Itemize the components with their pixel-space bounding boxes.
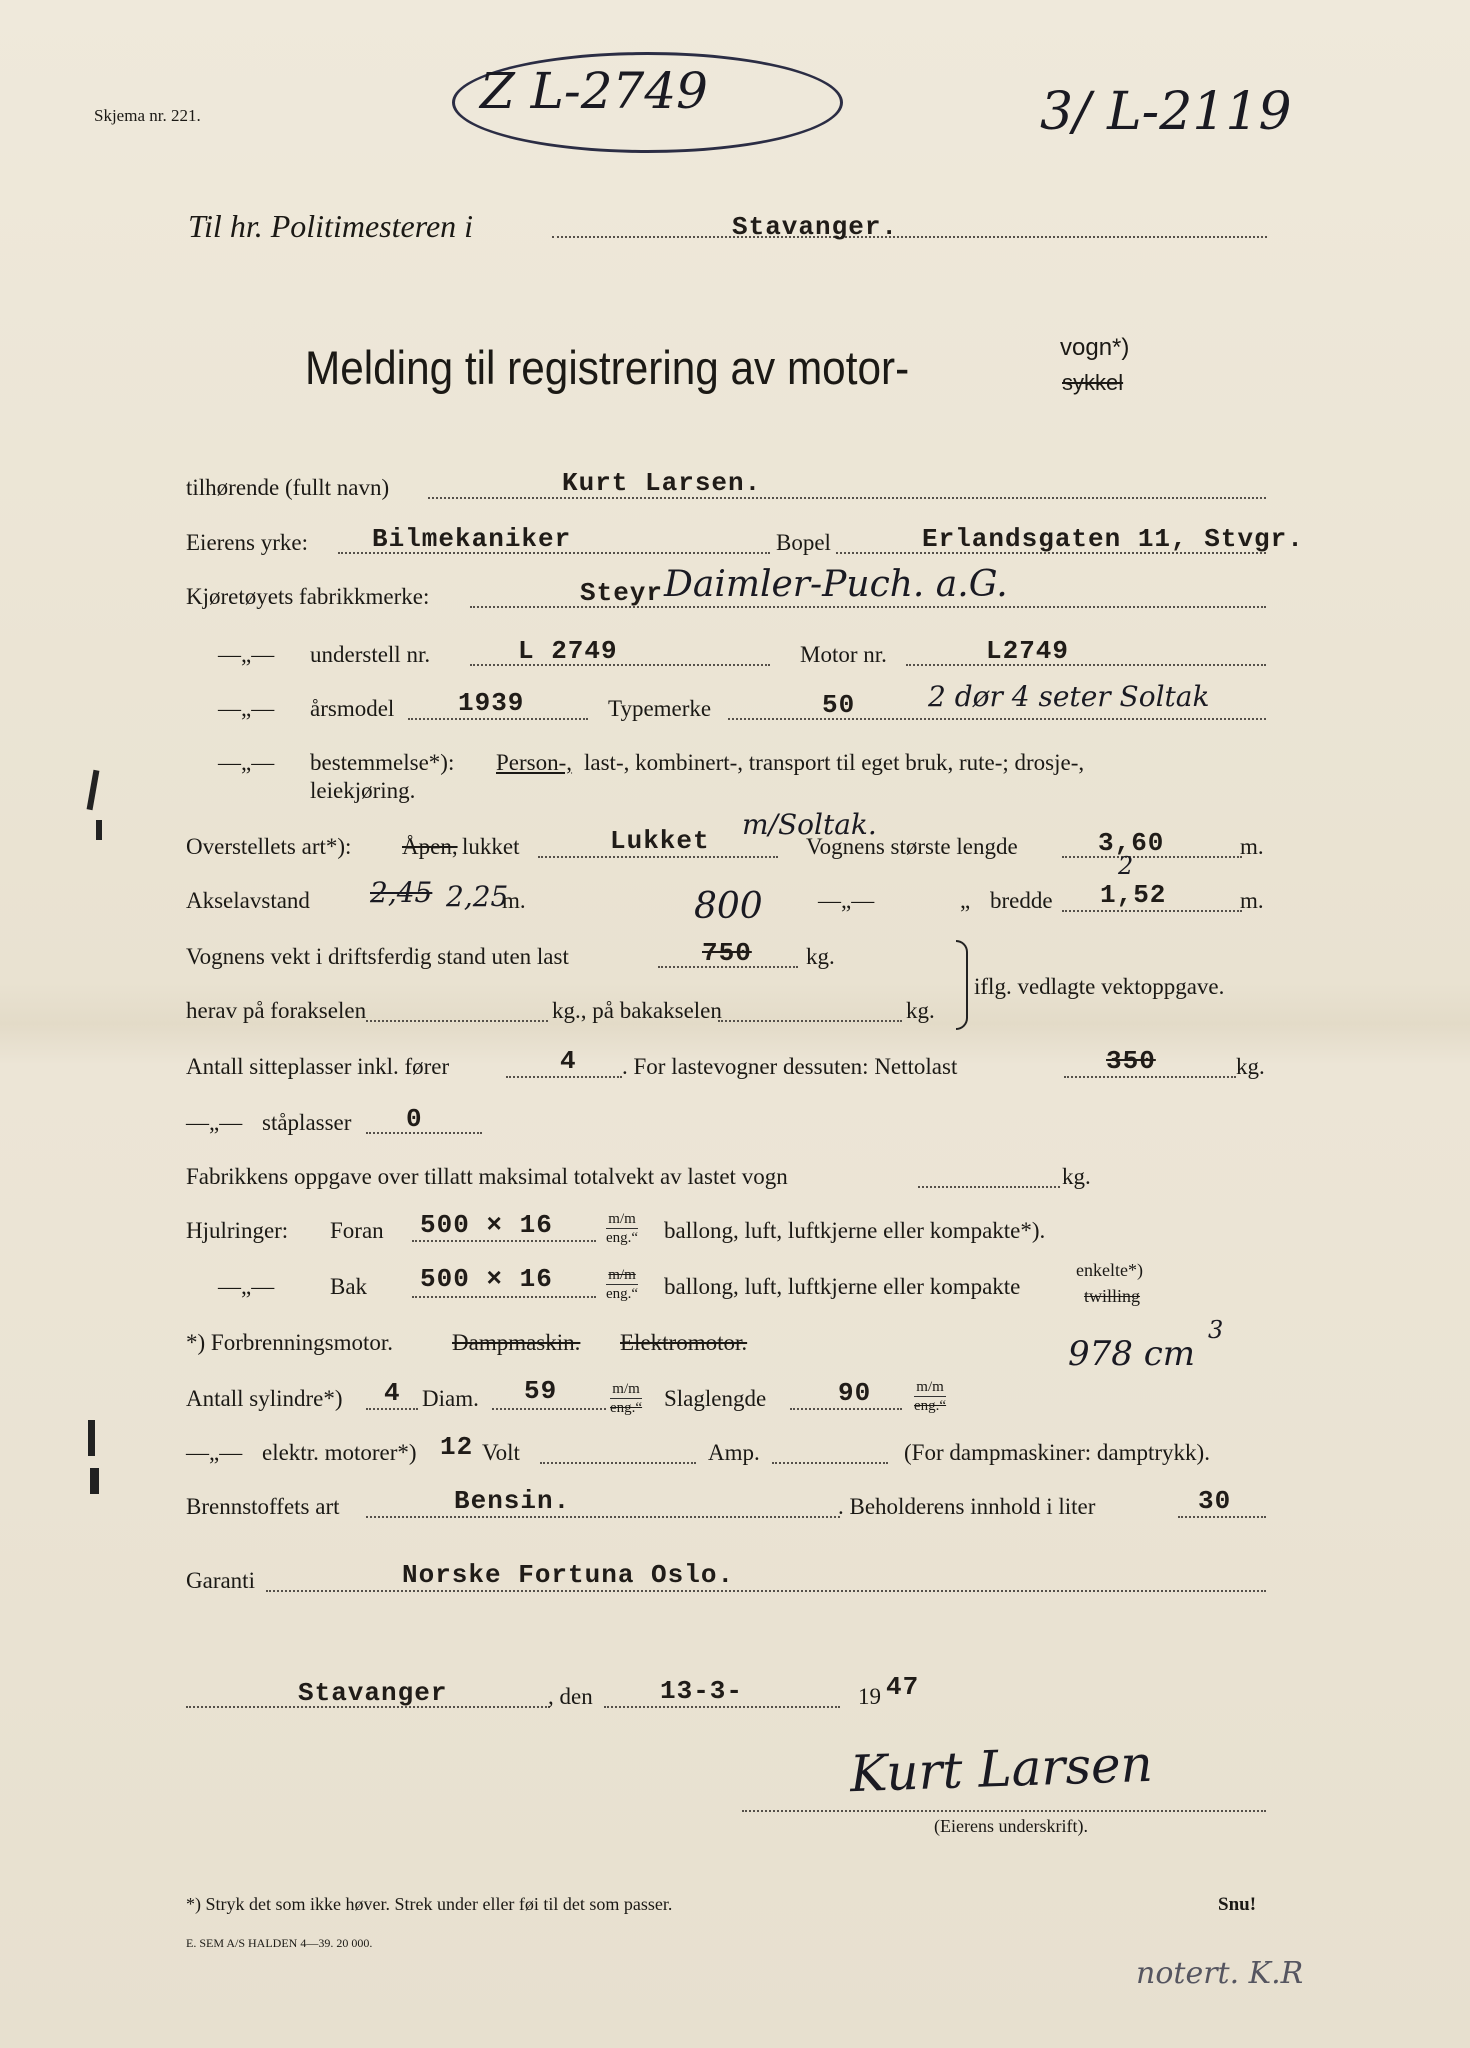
tank-label: . Beholderens innhold i liter [838, 1494, 1096, 1519]
ditto-mark-standing: —„— [186, 1110, 243, 1135]
ditto-mark-purpose: —„— [218, 750, 275, 775]
type-line [728, 718, 1266, 720]
wheels-twin: twilling [1084, 1286, 1141, 1306]
wheels-front-line [412, 1240, 596, 1242]
wheels-rear-label: Bak [330, 1274, 368, 1299]
year-suffix: 47 [886, 1672, 920, 1702]
wheels-rear-size: 500 × 16 [420, 1264, 553, 1294]
weight-value: 800 [694, 886, 763, 927]
make-handwritten: Daimler-Puch. a.G. [664, 564, 1008, 605]
wheels-rear-line [412, 1296, 596, 1298]
weight-label: Vognens vekt i driftsferdig stand uten last [186, 944, 569, 969]
fuel-label: Brennstoffets art [186, 1494, 340, 1519]
weight-brace [956, 940, 968, 1030]
addressee-line [552, 236, 1267, 238]
margin-mark [88, 1420, 95, 1456]
steam-pressure-note: (For dampmaskiner: damptrykk). [904, 1440, 1210, 1465]
engine-volume-exp: 3 [1208, 1316, 1224, 1344]
stroke-unit: m/m eng.“ [914, 1379, 947, 1414]
residence: Erlandsgaten 11, Stvgr. [922, 524, 1304, 554]
width-label: bredde [990, 888, 1053, 913]
length-label: Vognens største lengde [806, 834, 1018, 859]
diameter-value: 59 [524, 1376, 558, 1406]
engine-electric: Elektromotor. [620, 1330, 748, 1355]
owner-name-line [428, 497, 1266, 499]
purpose-label: bestemmelse*): [310, 750, 455, 775]
wheels-label: Hjulringer: [186, 1218, 289, 1243]
margin-mark [90, 1468, 99, 1494]
chassis-line [470, 664, 770, 666]
diameter-unit: m/m eng.“ [610, 1381, 643, 1416]
residence-label: Bopel [776, 530, 831, 555]
length-unit: m. [1240, 834, 1264, 859]
noted-annotation: notert. K.R [1136, 1956, 1304, 1991]
make-label: Kjøretøyets fabrikkmerke: [186, 584, 430, 609]
chassis-label: understell nr. [310, 642, 431, 667]
cylinders-label: Antall sylindre*) [186, 1386, 343, 1411]
wheels-rear-types: ballong, luft, luftkjerne eller kompakte [664, 1274, 1021, 1299]
body-label: Overstellets art*): [186, 834, 352, 859]
corner-reference: 3/ L-2119 [1040, 82, 1292, 142]
standing-label: ståplasser [262, 1110, 352, 1135]
max-weight-line [918, 1186, 1060, 1188]
body-line [538, 856, 778, 858]
title-option-sykkel: sykkel [1062, 370, 1124, 395]
page-title: Melding til registrering av motor- [305, 341, 910, 394]
ditto-mark-elec: —„— [186, 1440, 243, 1465]
volt-value: 12 [440, 1432, 474, 1462]
diameter-label: Diam. [422, 1386, 479, 1411]
wheels-rear-unit: m/m eng.“ [606, 1267, 639, 1302]
type-typed: 50 [822, 690, 856, 720]
weight-unit: kg. [806, 944, 835, 969]
purpose-options: last-, kombinert-, transport til eget bruk, rute-; drosje-, [584, 750, 1085, 775]
stroke-value: 90 [838, 1378, 872, 1408]
type-handwritten: 2 dør 4 seter Soltak [928, 680, 1210, 713]
width-prefix: „ [960, 888, 971, 913]
guarantee-label: Garanti [186, 1568, 255, 1593]
ditto-mark-wheels: —„— [218, 1274, 275, 1299]
amp-line [772, 1462, 888, 1464]
axle-old: 2,45 [370, 876, 433, 909]
standing-value: 0 [406, 1104, 423, 1134]
fuel-value: Bensin. [454, 1486, 571, 1516]
occupation: Bilmekaniker [372, 524, 572, 554]
body-handwritten: m/Soltak. [742, 808, 877, 841]
addressee-label: Til hr. Politimesteren i [188, 208, 474, 244]
payload-unit: kg. [1236, 1054, 1265, 1079]
payload-line [1064, 1076, 1236, 1078]
form-number: Skjema nr. 221. [94, 106, 201, 125]
tank-value: 30 [1198, 1486, 1232, 1516]
year-label: årsmodel [310, 696, 395, 721]
axle-value: 2,25 [446, 880, 509, 913]
addressee-value: Stavanger. [732, 212, 899, 242]
margin-mark [87, 770, 100, 810]
owner-name-label: tilhørende (fullt navn) [186, 475, 390, 500]
elec-motors-label: elektr. motorer*) [262, 1440, 417, 1465]
date-line [604, 1706, 840, 1708]
axle-label: Akselavstand [186, 888, 310, 913]
fuel-line [366, 1516, 840, 1518]
wheels-front-types: ballong, luft, luftkjerne eller kompakte*). [664, 1218, 1046, 1243]
max-weight-label: Fabrikkens oppgave over tillatt maksimal totalvekt av lastet vogn [186, 1164, 788, 1189]
body-closed: lukket [462, 834, 520, 859]
ditto-mark-year: —„— [218, 696, 275, 721]
axle-unit: m. [502, 888, 526, 913]
max-weight-unit: kg. [1062, 1164, 1091, 1189]
cylinders-value: 4 [384, 1378, 401, 1408]
weight-note: iflg. vedlagte vektoppgave. [974, 974, 1225, 999]
signing-date: 13-3- [660, 1676, 744, 1706]
model-year: 1939 [458, 688, 525, 718]
engine-volume: 978 cm [1068, 1334, 1195, 1374]
amp-label: Amp. [708, 1440, 760, 1465]
ditto-mark-chassis: —„— [218, 642, 275, 667]
engine-steam: Dampmaskin. [452, 1330, 581, 1355]
year-prefix: 19 [858, 1684, 881, 1709]
rear-axle-line [718, 1020, 902, 1022]
signature-caption: (Eierens underskrift). [934, 1816, 1088, 1836]
body-value: Lukket [610, 826, 710, 856]
length-value: 3,60 [1098, 828, 1165, 858]
motor-line [906, 664, 1266, 666]
front-axle-unit: kg., på bakakselen [552, 998, 722, 1023]
front-axle-line [366, 1020, 548, 1022]
reference-stamp-text: Z L-2749 [480, 62, 708, 120]
seats-line [506, 1076, 622, 1078]
width-correction: 2 [1118, 852, 1134, 880]
width-unit: m. [1240, 888, 1264, 913]
turn-over-note: Snu! [1218, 1894, 1257, 1915]
printer-mark: E. SEM A/S HALDEN 4—39. 20 000. [186, 1936, 373, 1950]
make-typed: Steyr [580, 578, 664, 608]
stroke-label: Slaglengde [664, 1386, 767, 1411]
title-option-vogn: vogn*) [1060, 334, 1130, 361]
purpose-person: Person-, [496, 750, 573, 775]
stroke-line [790, 1408, 902, 1410]
front-axle-label: herav på forakselen [186, 998, 367, 1023]
cylinders-line [366, 1408, 418, 1410]
year-line [408, 718, 588, 720]
lorry-label: . For lastevogner dessuten: Nettolast [622, 1054, 958, 1079]
standing-line [366, 1132, 482, 1134]
seats-label: Antall sitteplasser inkl. fører [186, 1054, 450, 1079]
volt-line [540, 1462, 696, 1464]
type-label: Typemerke [608, 696, 712, 721]
chassis-number: L 2749 [518, 636, 618, 666]
seats-value: 4 [560, 1046, 577, 1076]
signature-line [742, 1810, 1266, 1812]
width-line [1062, 910, 1242, 912]
margin-mark [96, 820, 102, 840]
occupation-label: Eierens yrke: [186, 530, 308, 555]
weight-old: 750 [702, 938, 752, 968]
footnote: *) Stryk det som ikke høver. Strek under eller føi til det som passer. [186, 1894, 673, 1914]
motor-label: Motor nr. [800, 642, 887, 667]
guarantee-line [266, 1590, 1266, 1592]
ditto-mark-width: —„— [818, 888, 875, 913]
volt-label: Volt [482, 1440, 520, 1465]
owner-signature: Kurt Larsen [849, 1734, 1154, 1804]
signing-place: Stavanger [298, 1678, 448, 1708]
wheels-front-unit: m/m eng.“ [606, 1211, 639, 1246]
engine-kinds-label: *) Forbrenningsmotor. [186, 1330, 393, 1355]
diameter-line [492, 1408, 606, 1410]
width-value: 1,52 [1100, 880, 1167, 910]
date-prefix: , den [548, 1684, 593, 1709]
rear-axle-unit: kg. [906, 998, 935, 1023]
purpose-hire: leiekjøring. [310, 778, 416, 803]
tank-line [1178, 1516, 1266, 1518]
wheels-front-label: Foran [330, 1218, 384, 1243]
body-open: Åpen, [402, 834, 458, 859]
owner-name: Kurt Larsen. [562, 468, 762, 498]
payload-value: 350 [1106, 1046, 1156, 1076]
wheels-front-size: 500 × 16 [420, 1210, 553, 1240]
wheels-single: enkelte*) [1076, 1260, 1143, 1280]
guarantee-value: Norske Fortuna Oslo. [402, 1560, 735, 1590]
motor-number: L2749 [986, 636, 1070, 666]
